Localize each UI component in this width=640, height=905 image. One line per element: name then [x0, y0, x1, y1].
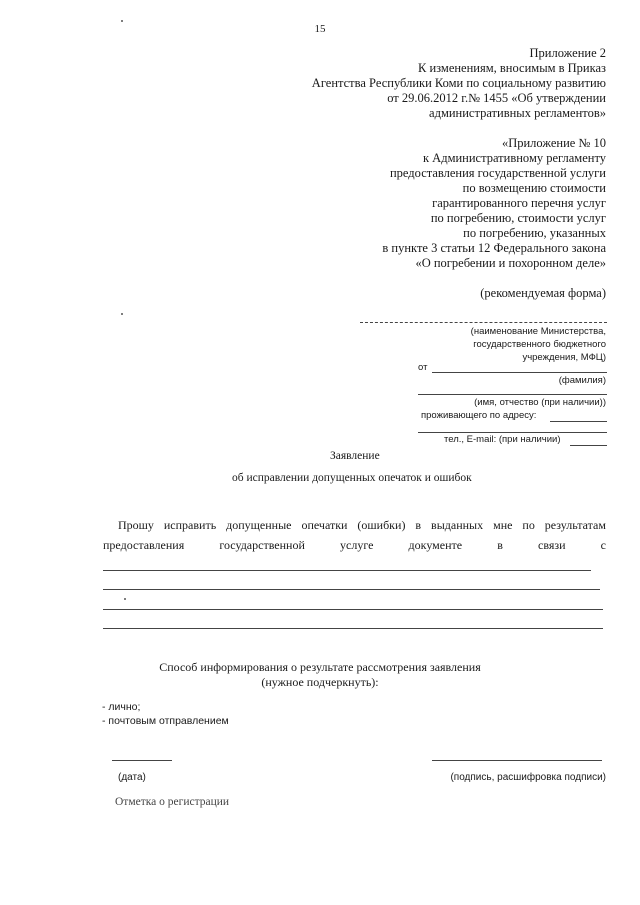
body-word: результатам: [544, 518, 606, 532]
reason-line[interactable]: [103, 609, 603, 610]
body-line-1: [118, 518, 606, 533]
body-word: в: [415, 518, 422, 532]
scan-speck: [121, 20, 123, 22]
notify-subtitle: (нужное подчеркнуть):: [261, 675, 379, 689]
appendix2-line: от 29.06.2012 г.№ 1455 «Об утверждении: [387, 91, 606, 105]
appendix10-line: «О погребении и похоронном деле»: [415, 256, 606, 270]
option-personal[interactable]: - лично;: [102, 701, 141, 713]
appendix10-line: по возмещению стоимости: [462, 181, 606, 195]
appendix10-line: к Административному регламенту: [422, 151, 606, 165]
name-caption: (имя, отчество (при наличии)): [474, 397, 606, 408]
appendix2-line: Агентства Республики Коми по социальному развитию: [311, 76, 606, 90]
body-line-2: [103, 538, 606, 553]
body-word: связи: [538, 538, 566, 552]
page-number: 15: [314, 23, 326, 35]
org-name-line[interactable]: [360, 322, 607, 323]
body-word: Прошу: [118, 518, 154, 532]
address-line-2[interactable]: [418, 432, 607, 433]
from-line[interactable]: [432, 372, 607, 373]
appendix10-line: по погребению, указанных: [463, 226, 606, 240]
body-word: с: [600, 538, 606, 552]
reason-line[interactable]: [103, 570, 591, 571]
body-word: исправить: [163, 518, 217, 532]
body-word: по: [522, 518, 535, 532]
appendix2-line: К изменениям, вносимым в Приказ: [418, 61, 606, 75]
date-caption: (дата): [118, 772, 146, 783]
contacts-line[interactable]: [570, 445, 607, 446]
statement-title: Заявление: [330, 450, 380, 462]
body-word: выданных: [431, 518, 484, 532]
registration-mark: Отметка о регистрации: [115, 796, 230, 808]
appendix10-line: в пункте 3 статьи 12 Федерального закона: [382, 241, 606, 255]
date-line[interactable]: [112, 760, 172, 761]
address-label: проживающего по адресу:: [421, 410, 537, 421]
option-mail[interactable]: - почтовым отправлением: [102, 715, 229, 727]
org-caption-line: учреждения, МФЦ): [522, 352, 606, 363]
surname-caption: (фамилия): [558, 375, 606, 386]
signature-line[interactable]: [432, 760, 602, 761]
body-word: предоставления: [103, 538, 185, 552]
signature-caption: (подпись, расшифровка подписи): [450, 772, 606, 783]
org-caption-line: государственного бюджетного: [473, 339, 606, 350]
body-word: мне: [493, 518, 513, 532]
notify-title: Способ информирования о результате рассмотрения заявления: [159, 660, 481, 674]
from-label: от: [418, 362, 428, 373]
body-word: (ошибки): [357, 518, 406, 532]
name-line[interactable]: [418, 394, 607, 395]
appendix10-line: по погребению, стоимости услуг: [430, 211, 606, 225]
org-caption-line: (наименование Министерства,: [470, 326, 606, 337]
body-word: услуге: [340, 538, 374, 552]
statement-subtitle: об исправлении допущенных опечаток и ошибок: [232, 472, 472, 484]
scan-speck: [124, 598, 126, 600]
appendix10-line: предоставления государственной услуги: [389, 166, 606, 180]
contacts-label: тел., E-mail: (при наличии): [444, 434, 561, 445]
body-word: в: [497, 538, 503, 552]
body-word: документе: [408, 538, 463, 552]
body-word: опечатки: [301, 518, 348, 532]
address-line[interactable]: [550, 421, 607, 422]
form-note: (рекомендуемая форма): [480, 286, 606, 300]
appendix2-line: Приложение 2: [529, 46, 606, 60]
body-word: государственной: [219, 538, 305, 552]
appendix10-line: «Приложение № 10: [501, 136, 606, 150]
scan-speck: [121, 313, 123, 315]
reason-line[interactable]: [103, 628, 603, 629]
appendix10-line: гарантированного перечня услуг: [432, 196, 606, 210]
reason-line[interactable]: [103, 589, 600, 590]
body-word: допущенные: [226, 518, 292, 532]
appendix2-line: административных регламентов»: [429, 106, 606, 120]
